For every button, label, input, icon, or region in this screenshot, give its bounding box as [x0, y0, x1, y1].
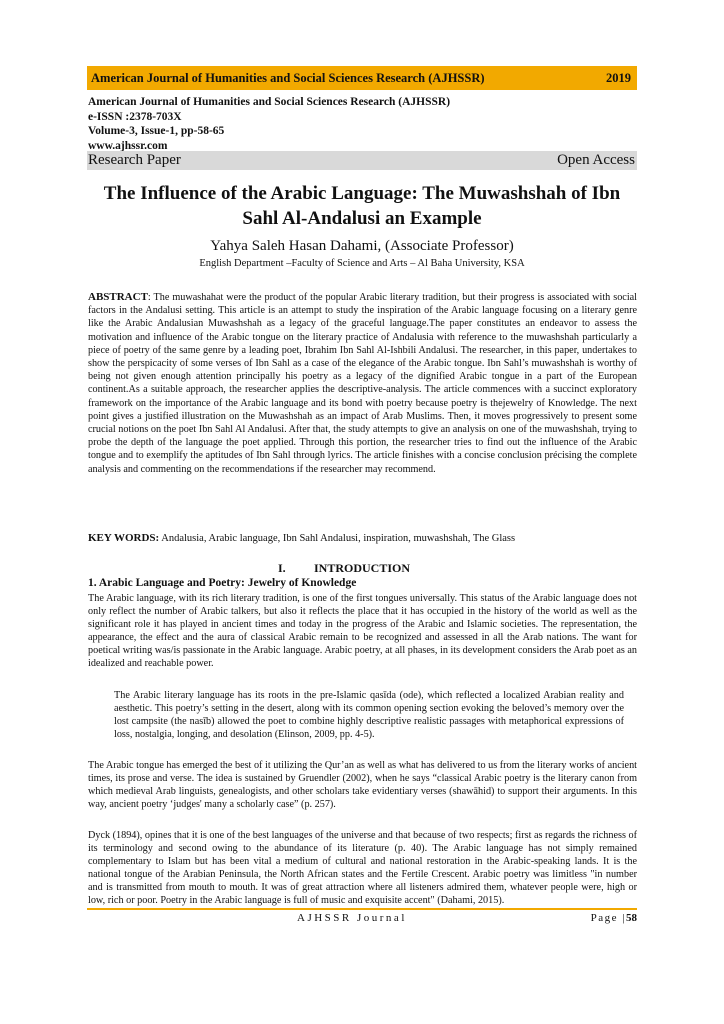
- open-access-label: Open Access: [557, 152, 635, 168]
- abstract-label: ABSTRACT: [88, 291, 148, 303]
- paper-type-label: Research Paper: [88, 152, 181, 168]
- author-name: Yahya Saleh Hasan Dahami, (Associate Professor): [210, 238, 514, 254]
- footer-page-label: Page |: [590, 912, 626, 924]
- meta-website: www.ajhssr.com: [88, 139, 168, 152]
- section-title: INTRODUCTION: [313, 561, 410, 575]
- footer-page: [591, 912, 637, 924]
- body-paragraph-2: The Arabic tongue has emerged the best of it utilizing the Qur’an as well as what has delivered to us from the literary works of ancient times, its prose and verse. The idea is sustained by Gruendler (2002), when he says “classical Arabic poetry is the literary canon from which medieval Arab linguists, genealogists, and other scholars take evidentiary verses (shawāhid) to support their arguments. In this way, ancient poetry ‘judges' many a scholarly case” (p. 257).: [88, 760, 637, 811]
- footer-divider: [87, 908, 637, 910]
- footer-journal: AJHSSR Journal: [297, 912, 407, 924]
- journal-meta: [88, 95, 638, 153]
- title-line-2: Sahl Al-Andalusi an Example: [242, 208, 482, 229]
- meta-journal-name: American Journal of Humanities and Social Sciences Research (AJHSSR): [88, 96, 451, 108]
- abstract-text: : The muwashahat were the product of the popular Arabic literary tradition, but their progress is associated with social factors in the Andalusi setting. This article is an attempt to study the inspiration of the Arabic language focusing on a literary genre like the Arabic Andalusian Muwashshah as a legacy of the graceful language.The paper constitutes an endeavor to assess the motivation and influence of the Arabic tongue on the literary practice of Andalusia with reference to the muwashshah particularly a piece of poetry of the same genre by a leading poet, Ibrahim Ibn Sahl Al-Ishbili Andalusi. The researcher, in this paper, undertakes to show the perspicacity of some verses of Ibn Sahl as a case of the elegance of the Arabic tongue. Ibn Sahl’s muwashshah is worthy of being not given enough attention principally his poetry as a legacy of the dignified Arabic tongue in a part of the European continent.As a suitable approach, the researcher applies the descriptive-analysis. The article commences with a succinct exploratory framework on the importance of the Arabic language and its bond with poetry because poetry is thejewelry of Knowledge. The next point gives a justified illustration on the Muwashshah as an impact of Arab Muslims. Then, it moves progressively to present some crucial notions on the poet Ibn Sahl Al Andalusi. After that, the study attempts to give an analysis on one of the muwashshah, trying to probe the depth of the language the poet applied. Through this portion, the researcher tries to find out the influence of the Arabic tongue and to exemplify the aptitudes of Ibn Sahl through lyrics. The article finishes with a concise conclusion précising the complete analysis and commenting on the recommendations if the researcher may recommend.: [88, 292, 637, 475]
- abstract: [88, 291, 637, 476]
- journal-header-bar: [87, 66, 637, 90]
- meta-issn: e-ISSN :2378-703X: [88, 110, 182, 123]
- body-paragraph-1: The Arabic language, with its rich literary tradition, is one of the first tongues universally. This status of the Arabic language does not only reflect the number of Arabic talkers, but also it reflects the place that it has occupied in the history of the world as well as the significant role it has played in ancient times and today in the progress of the Arabic and Islamic societies. The representation, the appearance, the effect and the aura of classical Arabic remain to be recognized and assessed in all the Arab nations. The want for poetical writing was/is passionate in the Arabic language. Arabic poetry, at all phases, in its development considers the Arab poet as an idealized and reachable power.: [88, 593, 637, 670]
- title-line-1: The Influence of the Arabic Language: The Muwashshah of Ibn: [103, 183, 621, 204]
- footer-page-number: 58: [626, 912, 637, 924]
- body-paragraph-3: Dyck (1894), opines that it is one of the best languages of the universe and that because of two respects; first as regards the richness of its terminology and second owing to the abundance of its literature (p. 40). The Arabic language has not simply remained complementary to Islam but has been vital a medium of cultural and national restoration in the Arabic-speaking lands. It is the national tongue of the Arabian Peninsula, the North African states and the Fertile Crescent. Arabic poetry was limitless "in number and is transmitted from mouth to mouth. It was of great attraction where all listeners admired them, whatever people were, high or low, rich or poor. Poetry in the Arabic language is full of music and exquisite accent" (Dahami, 2015).: [88, 830, 637, 907]
- header-journal-name: American Journal of Humanities and Social Sciences Research (AJHSSR): [91, 70, 485, 85]
- section-heading: [87, 561, 637, 576]
- meta-volume: Volume-3, Issue-1, pp-58-65: [88, 125, 225, 137]
- page-footer: [87, 912, 637, 924]
- author-affiliation: English Department –Faculty of Science and Arts – Al Baha University, KSA: [199, 258, 525, 269]
- header-year: 2019: [606, 70, 631, 85]
- subsection-heading: 1. Arabic Language and Poetry: Jewelry of Knowledge: [88, 577, 357, 589]
- paper-title: [87, 181, 637, 231]
- block-quote: The Arabic literary language has its roots in the pre-Islamic qasīda (ode), which reflected a localized Arabian reality and aesthetic. This poetry’s setting in the desert, along with its common opening section evoking the beloved’s memory over the lost campsite (the nasīb) allowed the poet to combine highly descriptive realistic passages with metaphorical expressions of loss, nostalgia, longing, and desolation (Elinson, 2009, pp. 4-5).: [114, 690, 624, 741]
- paper-type-band: [87, 151, 637, 170]
- keywords: [88, 532, 637, 544]
- keywords-label: KEY WORDS:: [88, 532, 160, 544]
- keywords-text: Andalusia, Arabic language, Ibn Sahl Andalusi, inspiration, muwashshah, The Glass: [159, 533, 516, 544]
- section-number: I.: [278, 561, 286, 575]
